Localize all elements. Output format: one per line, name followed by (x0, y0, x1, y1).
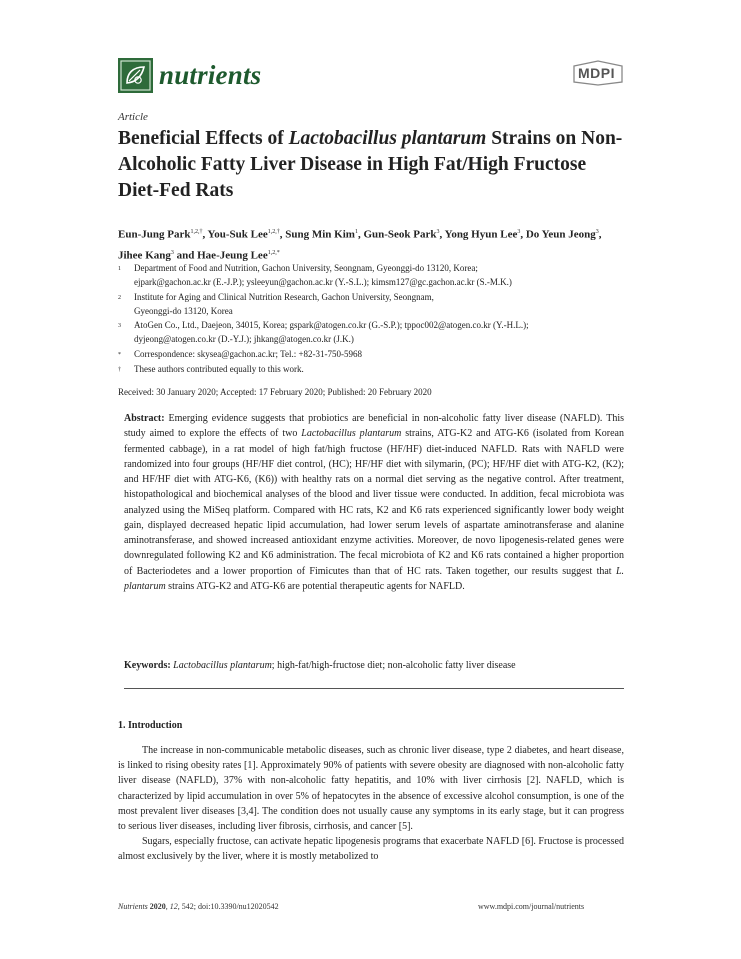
affiliation-mark: † (118, 367, 121, 374)
title-part2: Strains on Non-Alcoholic Fatty Liver Disease in High Fat/High Fructose Diet-Fed Rats (118, 128, 623, 201)
affiliations (118, 261, 628, 377)
abstract-species: L. plantarum (124, 565, 624, 592)
author-affiliation-mark: 3 (595, 229, 599, 235)
correspondence-line: Correspondence: skysea@gachon.ac.kr; Tel.: +82-31-750-5968 (134, 348, 363, 359)
publication-dates: Received: 30 January 2020; Accepted: 17 February 2020; Published: 20 February 2020 (118, 387, 432, 397)
journal-logo[interactable] (118, 58, 261, 93)
footer-url[interactable]: www.mdpi.com/journal/nutrients (478, 902, 585, 911)
affiliation-line: Gyeonggi-do 13120, Korea (134, 305, 233, 316)
author-name: Eun-Jung Park (118, 228, 191, 241)
affiliation-line: Department of Food and Nutrition, Gachon University, Seongnam, Gyeonggi-do 13120, Korea; (134, 263, 478, 273)
correspondence-item (118, 347, 628, 362)
author-affiliation-mark: 1,2,* (267, 249, 280, 256)
paragraph: The increase in non-communicable metabolic diseases, such as chronic liver disease, type 2 diabetes, and heart disease, is linked to rising obesity rates [1]. Approximately 90% of patients with severe obesity are diagnosed with non-alcoholic fatty liver disease (NAFLD), 37% with non-alcoholic fatty hepatitis, and 10% with liver cirrhosis [2]. NAFLD, which is characterized by lipid accumulation in over 5% of hepatocytes in the absence of excessive alcohol consumption, is one of the most prevalent liver diseases [3,4]. The condition does not usually cause any symptoms in its early stage, but it can progress to serious liver diseases, including liver fibrosis, cirrhosis, and cancer [5]. (118, 745, 624, 833)
author-name: Hae-Jeung Lee (197, 249, 268, 262)
nutrients-logo-icon (118, 58, 153, 93)
affiliation-mark: 1 (118, 266, 121, 272)
affiliation-item (118, 318, 628, 347)
abstract-species: Lactobacillus plantarum (301, 428, 402, 440)
affiliation-line: Institute for Aging and Clinical Nutrition Research, Gachon University, Seongnam, (134, 291, 434, 302)
authors-and: and (176, 249, 195, 262)
author-affiliation-mark: 3 (170, 249, 174, 256)
author-name: Jihee Kang (118, 249, 171, 262)
abstract-text: strains, ATG-K2 and ATG-K6 (isolated from Korean fermented cabbage), in a rat model of high fat/high fructose (HF/HF) diet-induced NAFLD. Rats with NAFLD were randomized into four groups (HF/HF diet control, (HC); HF/HF diet with silymarin, (PC); HF/HF diet with ATG-K2, (K2); and HF/HF diet with ATG-K6, (K6)) with healthy rats on a normal diet serving as the negative control. After treatment, histopathological and biochemical analyses of the blood and liver tissue were conducted. In addition, fecal microbiota was analyzed using the MiSeq platform. Compared with HC rats, K2 and K6 rats experienced significantly lower body weight gain, displayed decreased hepatic lipid accumulation, had lower serum levels of aspartate aminotransferase and alanine aminotransferase, and showed increased antioxidant enzyme activities. Moreover, de novo lipogenesis-related genes were downregulated following K2 and K6 administration. The fecal microbiota of K2 and K6 rats contained a higher proportion of Bacteriodetes and a lower proportion of Fimicutes than that of HC rats. Taken together, our results suggest that (124, 428, 624, 577)
author-affiliation-mark: 3 (436, 229, 440, 235)
paragraph: Sugars, especially fructose, can activate hepatic lipogenesis programs that exacerbate NAFLD [6]. Fructose is processed almost exclusively by the liver, where it is mostly metabolized to (118, 836, 624, 863)
affiliation-mark: 2 (118, 294, 121, 301)
footer-doi: , 542; doi:10.3390/nu12020542 (177, 902, 279, 911)
footer-volume: 12 (169, 902, 178, 911)
author-name: Sung Min Kim (285, 228, 355, 241)
author-list: Eun-Jung Park$^{1,2,\dagger}$, You-Suk Lee$^{1,2,\dagger}$, Sung Min Kim$^1$, Gun-Seok Park$^3$, Yong Hyun Lee$^3$, Do Yeun Jeong$^3$, Jihee Kang$^3$ and Hae-Jeung Lee$^{1,2,*}$ (118, 228, 602, 262)
footer-year: 2020 (149, 902, 166, 911)
article-type: Article (118, 111, 148, 123)
author-name: Yong Hyun Lee (444, 228, 518, 241)
footer-citation: Nutrients 2020, 12, 542; doi:10.3390/nu12020542 (118, 902, 279, 911)
abstract-text: strains ATG-K2 and ATG-K6 are potential therapeutic agents for NAFLD. (165, 580, 465, 592)
title-part1: Beneficial Effects of (118, 128, 289, 149)
keywords-text: ; high-fat/high-fructose diet; non-alcoholic fatty liver disease (271, 660, 516, 671)
author-name: Do Yeun Jeong (525, 228, 596, 241)
article-title (118, 126, 628, 204)
keyword-species: Lactobacillus plantarum (173, 660, 272, 671)
affiliation-line: AtoGen Co., Ltd., Daejeon, 34015, Korea; gspark@atogen.co.kr (G.-S.P.); tppoc002@atogen.co.kr (Y.-H.L.); (134, 320, 529, 331)
affiliation-mark: 3 (118, 323, 121, 330)
mdpi-text: MDPI (578, 65, 615, 81)
author-name: You-Suk Lee (207, 228, 268, 241)
footer-journal: Nutrients (118, 902, 148, 911)
keywords (124, 658, 624, 673)
author-name: Gun-Seok Park (363, 228, 437, 241)
keywords-label: Keywords: (124, 660, 171, 671)
title-species: Lactobacillus plantarum (288, 128, 487, 149)
affiliation-item (118, 261, 628, 290)
equal-contribution-line: These authors contributed equally to this work. (134, 364, 304, 375)
affiliation-item (118, 290, 628, 319)
abstract-text: Emerging evidence suggests that probiotics are beneficial in non-alcoholic fatty liver disease (NAFLD). This study aimed to explore the effects of two (124, 413, 624, 440)
affiliation-line: dyjeong@atogen.co.kr (D.-Y.J.); jhkang@atogen.co.kr (J.K.) (134, 334, 354, 345)
abstract (124, 411, 624, 594)
journal-name: nutrients (159, 60, 262, 90)
section-heading: 1. Introduction (118, 720, 183, 731)
mdpi-logo[interactable] (572, 60, 624, 86)
equal-contribution-item (118, 362, 628, 377)
author-affiliation-mark: 1,2,† (190, 229, 203, 235)
author-affiliation-mark: 1,2,† (267, 229, 280, 235)
introduction-body (118, 743, 624, 865)
abstract-label: Abstract: (124, 413, 165, 424)
section-divider (124, 688, 624, 689)
affiliation-mark: * (118, 351, 121, 358)
affiliation-line: ejpark@gachon.ac.kr (E.-J.P.); ysleeyun@gachon.ac.kr (Y.-S.L.); kimsm127@gc.gachon.ac.kr (S.-M.K.) (134, 277, 512, 288)
author-affiliation-mark: 1 (354, 229, 358, 235)
author-affiliation-mark: 3 (517, 229, 521, 235)
